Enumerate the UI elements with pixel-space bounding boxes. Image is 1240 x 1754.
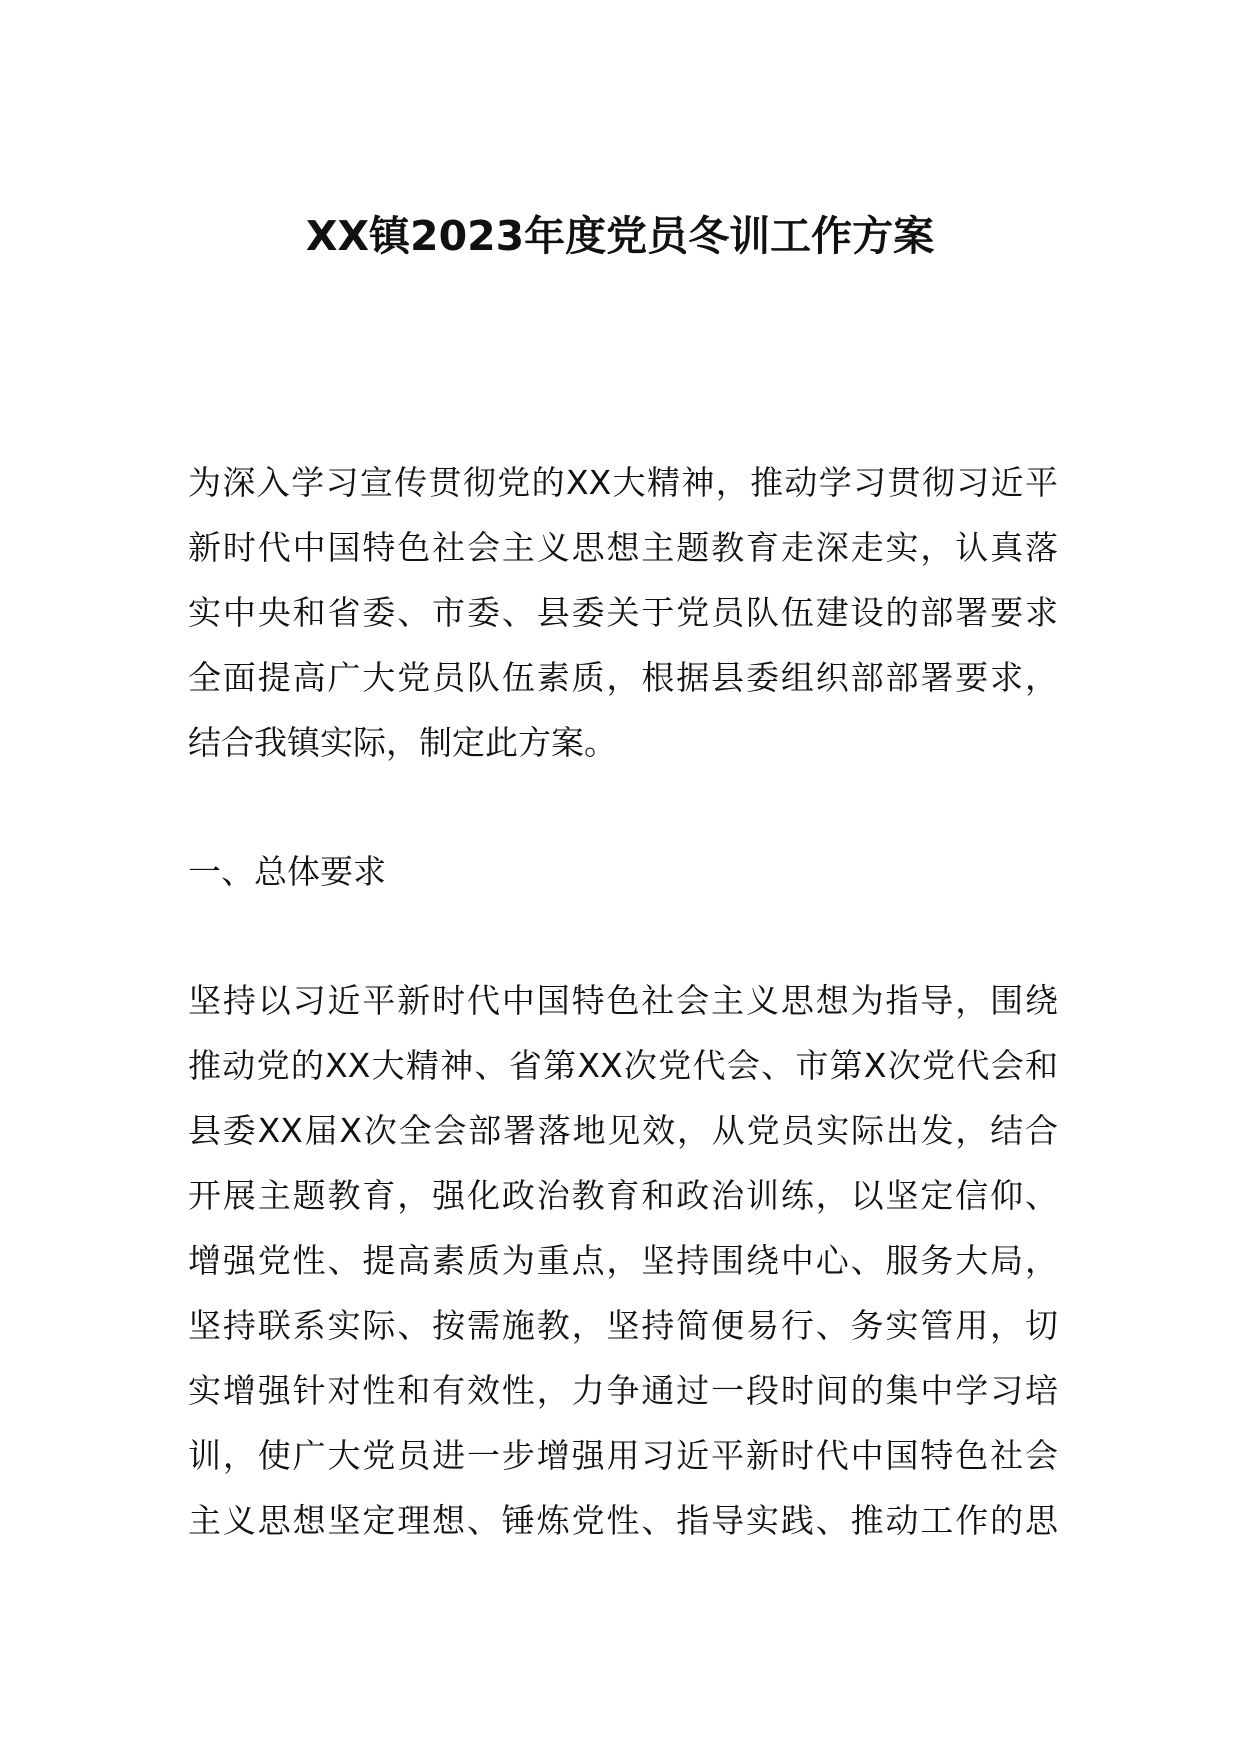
- section-heading: [188, 839, 1058, 904]
- section-paragraph: [188, 968, 1058, 1553]
- paragraph-line: 坚持以习近平新时代中国特色社会主义思想为指导，围绕: [188, 981, 1058, 1020]
- paragraph-line: 增强党性、提高素质为重点，坚持围绕中心、服务大局，: [188, 1241, 1058, 1280]
- paragraph-line: 推动党的XX大精神、省第XX次党代会、市第X次党代会和: [188, 1046, 1058, 1085]
- paragraph-line: 坚持联系实际、按需施教，坚持简便易行、务实管用，切: [188, 1306, 1058, 1345]
- intro-paragraph: [188, 450, 1058, 775]
- intro-line: 新时代中国特色社会主义思想主题教育走深走实，认真落: [188, 528, 1058, 567]
- paragraph-line: 主义思想坚定理想、锤炼党性、指导实践、推动工作的思: [188, 1501, 1058, 1540]
- document-title: XX镇2023年度党员冬训工作方案: [305, 212, 935, 260]
- paragraph-line: 开展主题教育，强化政治教育和政治训练，以坚定信仰、: [188, 1176, 1058, 1215]
- intro-line: 结合我镇实际，制定此方案。: [188, 723, 617, 762]
- section-heading-text: 一、总体要求: [188, 852, 386, 891]
- paragraph-line: 训，使广大党员进一步增强用习近平新时代中国特色社会: [188, 1436, 1058, 1475]
- intro-line: 全面提高广大党员队伍素质，根据县委组织部部署要求，: [188, 658, 1058, 697]
- intro-line: 为深入学习宣传贯彻党的XX大精神，推动学习贯彻习近平: [188, 463, 1058, 502]
- paragraph-line: 实增强针对性和有效性，力争通过一段时间的集中学习培: [188, 1371, 1058, 1410]
- intro-line: 实中央和省委、市委、县委关于党员队伍建设的部署要求: [188, 593, 1058, 632]
- paragraph-line: 县委XX届X次全会部署落地见效，从党员实际出发，结合: [188, 1111, 1058, 1150]
